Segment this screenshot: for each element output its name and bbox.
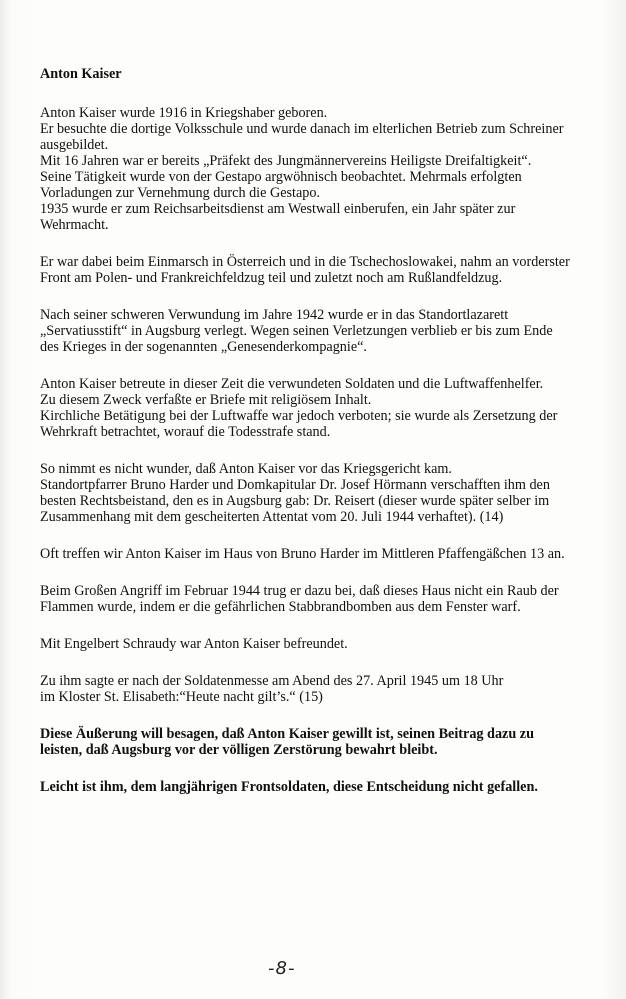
page-number: -8-	[268, 958, 296, 979]
text-line: Seine Tätigkeit wurde von der Gestapo argwöhnisch beobachtet. Mehrmals erfolgten	[40, 169, 522, 185]
text-line: Vorladungen zur Vernehmung durch die Gestapo.	[40, 185, 320, 201]
text-line: Wehrmacht.	[40, 217, 109, 233]
text-line: Oft treffen wir Anton Kaiser im Haus von Bruno Harder im Mittleren Pfaffengäßchen 13 an.	[40, 546, 565, 562]
paragraph	[40, 546, 588, 562]
text-line: Er besuchte die dortige Volksschule und wurde danach im elterlichen Betrieb zum Schreiner	[40, 121, 564, 137]
text-line: 1935 wurde er zum Reichsarbeitsdienst am Westwall einberufen, ein Jahr später zur	[40, 201, 516, 217]
paragraph	[40, 779, 588, 795]
text-line: Front am Polen- und Frankreichfeldzug teil und zuletzt noch am Rußlandfeldzug.	[40, 270, 503, 286]
text-line: Standortpfarrer Bruno Harder und Domkapitular Dr. Josef Hörmann verschafften ihm den	[40, 477, 550, 493]
text-line: leisten, daß Augsburg vor der völligen Zerstörung bewahrt bleibt.	[40, 742, 438, 758]
text-line: Kirchliche Betätigung bei der Luftwaffe war jedoch verboten; sie wurde als Zersetzung der	[40, 408, 558, 424]
paragraph	[40, 307, 588, 355]
paragraph	[40, 376, 588, 440]
text-line: Wehrkraft betrachtet, worauf die Todesstrafe stand.	[40, 424, 331, 440]
text-line: Leicht ist ihm, dem langjährigen Frontsoldaten, diese Entscheidung nicht gefallen.	[40, 779, 538, 795]
text-line: Beim Großen Angriff im Februar 1944 trug er dazu bei, daß dieses Haus nicht ein Raub der	[40, 583, 559, 599]
paragraph-list	[40, 105, 588, 795]
text-line: des Krieges in der sogenannten „Genesenderkompagnie“.	[40, 339, 367, 355]
paragraph	[40, 673, 588, 705]
paragraph	[40, 636, 588, 652]
text-line: Anton Kaiser wurde 1916 in Kriegshaber geboren.	[40, 105, 328, 121]
text-line: im Kloster St. Elisabeth:“Heute nacht gilt’s.“ (15)	[40, 689, 323, 705]
text-line: „Servatiusstift“ in Augsburg verlegt. Wegen seinen Verletzungen verblieb er bis zum Ende	[40, 323, 553, 339]
paragraph	[40, 461, 588, 525]
text-line: Mit 16 Jahren war er bereits „Präfekt des Jungmännervereins Heiligste Dreifaltigkeit“.	[40, 153, 532, 169]
text-line: Anton Kaiser betreute in dieser Zeit die verwundeten Soldaten und die Luftwaffenhelfer.	[40, 376, 544, 392]
paragraph	[40, 254, 588, 286]
text-line: besten Rechtsbeistand, den es in Augsburg gab: Dr. Reisert (dieser wurde später selber im	[40, 493, 550, 509]
text-line: ausgebildet.	[40, 137, 109, 153]
text-line: So nimmt es nicht wunder, daß Anton Kaiser vor das Kriegsgericht kam.	[40, 461, 452, 477]
text-line: Zusammenhang mit dem gescheiterten Attentat vom 20. Juli 1944 verhaftet). (14)	[40, 509, 504, 525]
document-body	[40, 66, 588, 816]
document-title: Anton Kaiser	[40, 66, 122, 82]
text-line: Diese Äußerung will besagen, daß Anton Kaiser gewillt ist, seinen Beitrag dazu zu	[40, 726, 534, 742]
paragraph	[40, 726, 588, 758]
text-line: Er war dabei beim Einmarsch in Österreich und in die Tschechoslowakei, nahm an vorderster	[40, 254, 570, 270]
text-line: Nach seiner schweren Verwundung im Jahre 1942 wurde er in das Standortlazarett	[40, 307, 509, 323]
text-line: Mit Engelbert Schraudy war Anton Kaiser befreundet.	[40, 636, 348, 652]
text-line: Zu diesem Zweck verfaßte er Briefe mit religiösem Inhalt.	[40, 392, 372, 408]
paragraph	[40, 583, 588, 615]
text-line: Flammen wurde, indem er die gefährlichen Stabbrandbomben aus dem Fenster warf.	[40, 599, 521, 615]
paragraph	[40, 105, 588, 233]
text-line: Zu ihm sagte er nach der Soldatenmesse am Abend des 27. April 1945 um 18 Uhr	[40, 673, 504, 689]
